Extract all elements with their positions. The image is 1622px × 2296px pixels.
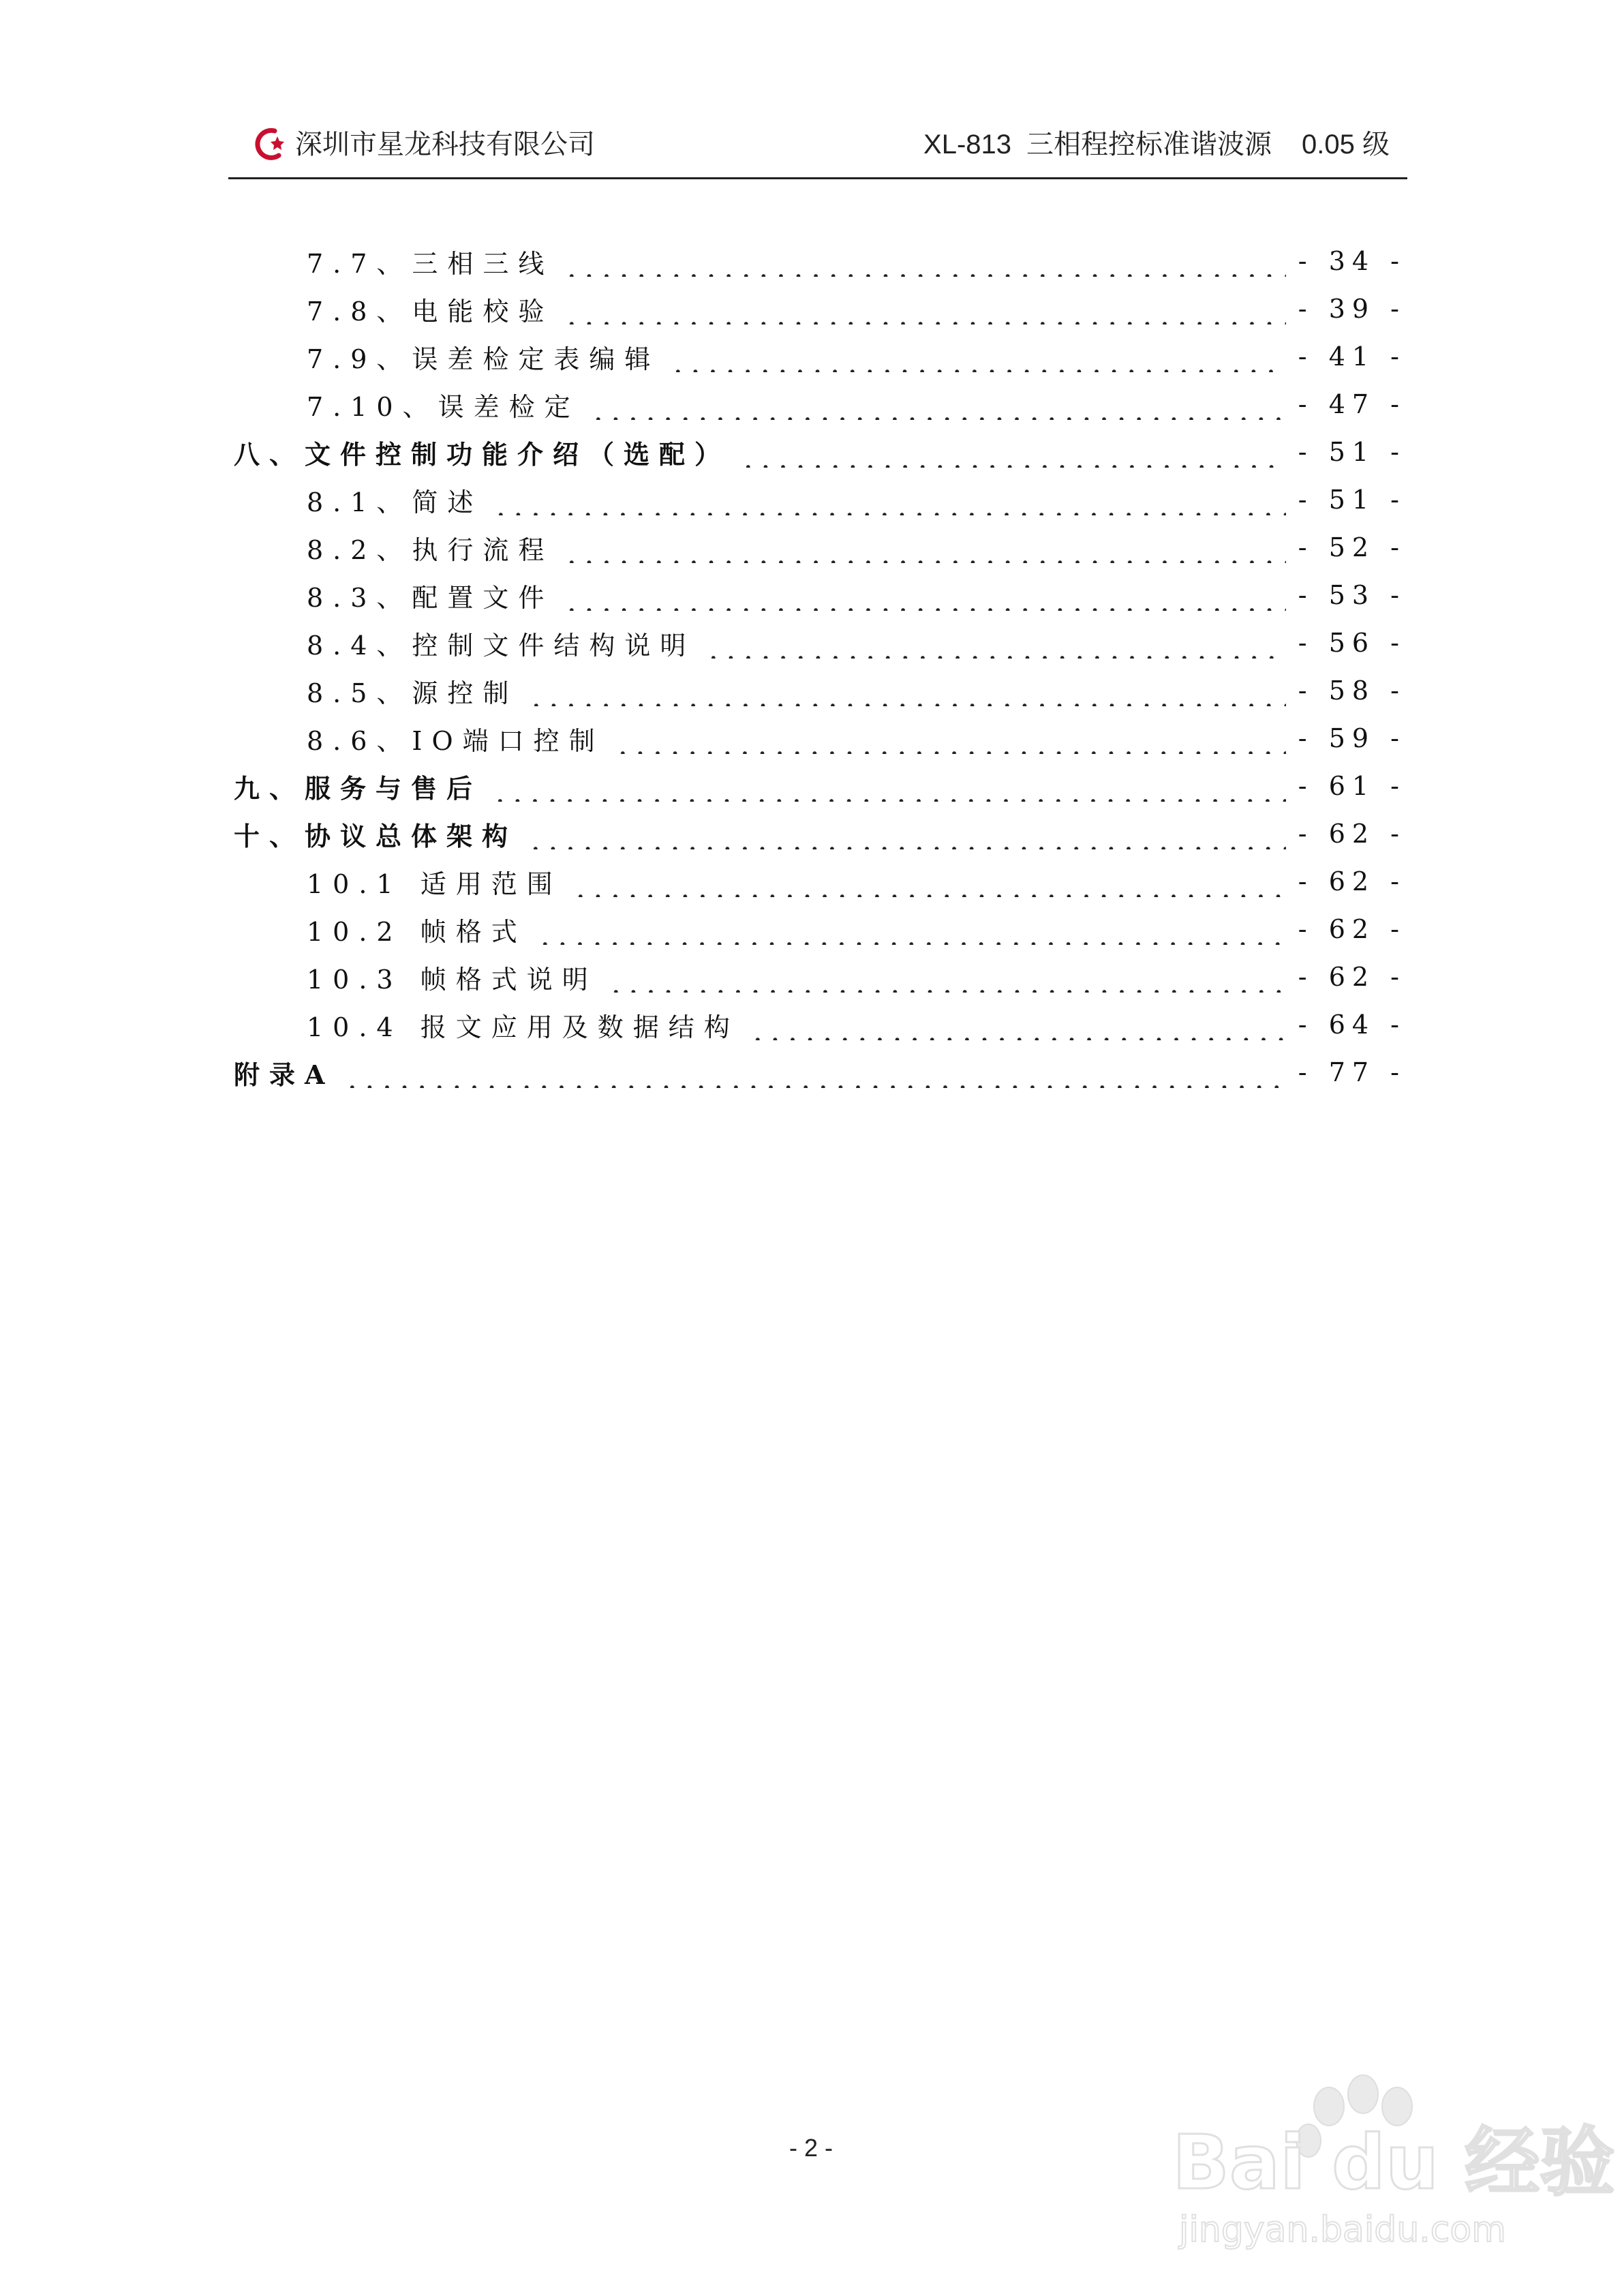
toc-entry[interactable] <box>234 714 1406 762</box>
toc-entry[interactable] <box>234 571 1406 619</box>
toc-entry[interactable] <box>234 285 1406 333</box>
toc-entry-page: - 61 - <box>1298 771 1406 801</box>
toc-entry-page: - 39 - <box>1298 294 1406 324</box>
toc-dot-leader <box>560 585 1286 611</box>
page-header <box>228 115 1407 179</box>
toc-entry-title: 8.3、配置文件 <box>307 582 554 613</box>
toc-dot-leader <box>702 633 1286 659</box>
toc-dot-leader <box>341 1062 1286 1088</box>
toc-entry-page: - 62 - <box>1298 914 1406 944</box>
toc-entry-title: 8.1、简述 <box>307 487 483 517</box>
toc-entry-title: 8.6、IO端口控制 <box>307 725 605 756</box>
toc-dot-leader <box>587 394 1286 420</box>
toc-dot-leader <box>560 251 1286 277</box>
toc-entry-title: 10.3 帧格式说明 <box>307 964 598 995</box>
toc-dot-leader <box>534 919 1286 945</box>
toc-entry-title: 10.4 报文应用及数据结构 <box>307 1012 739 1042</box>
toc-entry[interactable] <box>234 953 1406 1001</box>
toc-entry[interactable] <box>234 1048 1406 1096</box>
toc-dot-leader <box>560 537 1286 563</box>
baidu-watermark <box>1159 2059 1615 2263</box>
toc-entry[interactable] <box>234 333 1406 380</box>
toc-entry-title: 7.9、误差检定表编辑 <box>307 344 660 374</box>
toc-entry[interactable] <box>234 619 1406 667</box>
company-name: 深圳市星龙科技有限公司 <box>295 129 595 160</box>
toc-entry-page: - 59 - <box>1298 723 1406 753</box>
toc-dot-leader <box>489 776 1286 802</box>
table-of-contents <box>234 237 1406 1096</box>
toc-entry[interactable] <box>234 524 1406 571</box>
toc-entry[interactable] <box>234 762 1406 810</box>
model-number: XL-813 <box>923 130 1012 160</box>
toc-entry[interactable] <box>234 667 1406 714</box>
toc-entry[interactable] <box>234 905 1406 953</box>
watermark-url: jingyan.baidu.com <box>1179 2209 1506 2250</box>
toc-dot-leader <box>667 346 1286 372</box>
toc-entry-page: - 41 - <box>1298 342 1406 372</box>
toc-entry[interactable] <box>234 476 1406 524</box>
toc-entry-page: - 51 - <box>1298 437 1406 467</box>
toc-entry-title: 附录A <box>234 1059 335 1090</box>
toc-entry-page: - 58 - <box>1298 676 1406 706</box>
toc-entry-page: - 64 - <box>1298 1010 1406 1040</box>
product-name: 三相程控标准谐波源 <box>1026 130 1272 160</box>
toc-dot-leader <box>560 299 1286 324</box>
watermark-brand: Bai du 经验 <box>1172 2119 1615 2206</box>
toc-entry-title: 十、协议总体架构 <box>234 820 518 851</box>
toc-entry-page: - 62 - <box>1298 962 1406 992</box>
toc-entry-title: 7.8、电能校验 <box>307 296 554 327</box>
toc-entry-page: - 47 - <box>1298 389 1406 419</box>
toc-entry-page: - 56 - <box>1298 628 1406 658</box>
company-logo-icon <box>254 124 287 165</box>
toc-entry-title: 10.2 帧格式 <box>307 916 527 947</box>
toc-dot-leader <box>737 442 1286 468</box>
toc-entry[interactable] <box>234 810 1406 858</box>
document-title <box>923 128 1390 161</box>
toc-dot-leader <box>524 824 1286 849</box>
toc-entry-title: 8.4、控制文件结构说明 <box>307 630 696 661</box>
toc-entry-title: 八、文件控制功能介绍（选配） <box>234 438 731 470</box>
toc-dot-leader <box>611 728 1286 754</box>
page-number: - 2 - <box>789 2134 833 2162</box>
toc-entry[interactable] <box>234 237 1406 285</box>
toc-dot-leader <box>605 967 1286 993</box>
toc-entry[interactable] <box>234 1001 1406 1048</box>
toc-entry-title: 7.7、三相三线 <box>307 248 554 279</box>
toc-entry-title: 8.2、执行流程 <box>307 534 554 565</box>
toc-dot-leader <box>746 1014 1286 1040</box>
toc-entry-title: 九、服务与售后 <box>234 772 483 804</box>
toc-entry-page: - 62 - <box>1298 819 1406 849</box>
toc-entry[interactable] <box>234 428 1406 476</box>
toc-entry-title: 7.10、误差检定 <box>307 391 580 422</box>
toc-entry-page: - 62 - <box>1298 866 1406 896</box>
toc-entry[interactable] <box>234 380 1406 428</box>
toc-dot-leader <box>489 489 1286 515</box>
toc-dot-leader <box>569 871 1286 897</box>
toc-entry-page: - 53 - <box>1298 580 1406 610</box>
toc-dot-leader <box>525 680 1286 706</box>
toc-entry-page: - 52 - <box>1298 532 1406 562</box>
toc-entry-page: - 51 - <box>1298 485 1406 515</box>
toc-entry[interactable] <box>234 858 1406 905</box>
toc-entry-page: - 77 - <box>1298 1057 1406 1087</box>
grade-label: 0.05 级 <box>1302 130 1390 160</box>
toc-entry-title: 10.1 适用范围 <box>307 868 562 899</box>
toc-entry-page: - 34 - <box>1298 246 1406 276</box>
toc-entry-title: 8.5、源控制 <box>307 678 519 708</box>
